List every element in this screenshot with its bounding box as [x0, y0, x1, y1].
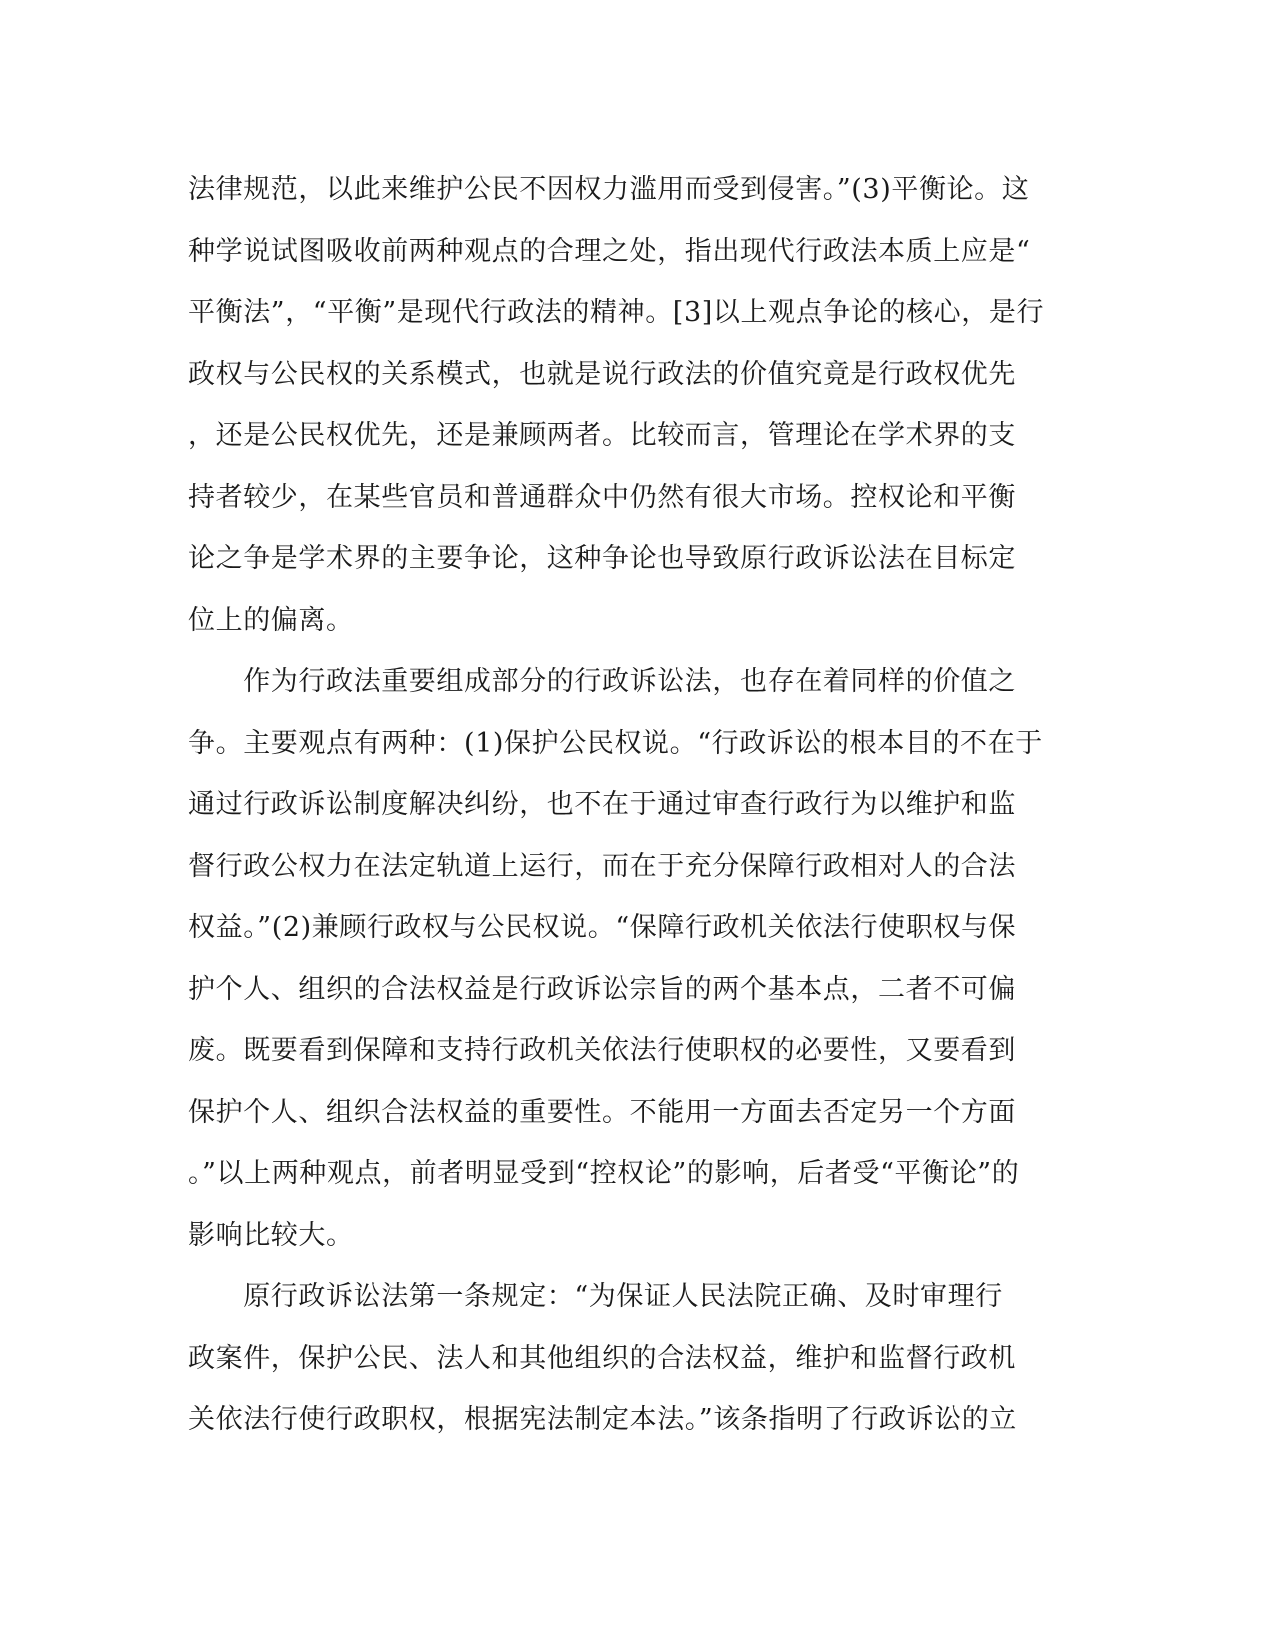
text-line: 种学说试图吸收前两种观点的合理之处，指出现代行政法本质上应是“ — [188, 235, 1031, 267]
text-line: 论之争是学术界的主要争论，这种争论也导致原行政诉讼法在目标定 — [188, 543, 1016, 574]
text-line: 关依法行使行政职权，根据宪法制定本法。”该条指明了行政诉讼的立 — [188, 1404, 1017, 1435]
text-line: 。”以上两种观点，前者明显受到“控权论”的影响，后者受“平衡论”的 — [188, 1158, 1020, 1189]
text-line: 护个人、组织的合法权益是行政诉讼宗旨的两个基本点，二者不可偏 — [188, 973, 1016, 1005]
text-line: 平衡法”，“平衡”是现代行政法的精神。[3]以上观点争论的核心，是行 — [188, 297, 1045, 328]
text-line: 争。主要观点有两种：(1)保护公民权说。“行政诉讼的根本目的不在于 — [188, 727, 1043, 759]
body-text — [188, 159, 1068, 1451]
text-line: 废。既要看到保障和支持行政机关依法行使职权的必要性，又要看到 — [188, 1035, 1016, 1066]
text-line: 原行政诉讼法第一条规定：“为保证人民法院正确、及时审理行 — [188, 1281, 1003, 1312]
text-line: 政权与公民权的关系模式，也就是说行政法的价值究竟是行政权优先 — [188, 358, 1016, 390]
text-line: 持者较少，在某些官员和普通群众中仍然有很大市场。控权论和平衡 — [188, 481, 1016, 513]
text-line: 位上的偏离。 — [188, 604, 354, 636]
text-line: 政案件，保护公民、法人和其他组织的合法权益，维护和监督行政机 — [188, 1342, 1016, 1374]
text-line: 作为行政法重要组成部分的行政诉讼法，也存在着同样的价值之 — [188, 666, 1016, 697]
text-line: 通过行政诉讼制度解决纠纷，也不在于通过审查行政行为以维护和监 — [188, 789, 1016, 820]
text-line: 督行政公权力在法定轨道上运行，而在于充分保障行政相对人的合法 — [188, 850, 1016, 882]
text-line: ，还是公民权优先，还是兼顾两者。比较而言，管理论在学术界的支 — [188, 420, 1016, 451]
text-line: 保护个人、组织合法权益的重要性。不能用一方面去否定另一个方面 — [188, 1096, 1016, 1128]
text-line: 法律规范，以此来维护公民不因权力滥用而受到侵害。”(3)平衡论。这 — [188, 174, 1030, 205]
text-line: 权益。”(2)兼顾行政权与公民权说。“保障行政机关依法行使职权与保 — [188, 912, 1017, 943]
text-line: 影响比较大。 — [188, 1219, 354, 1251]
